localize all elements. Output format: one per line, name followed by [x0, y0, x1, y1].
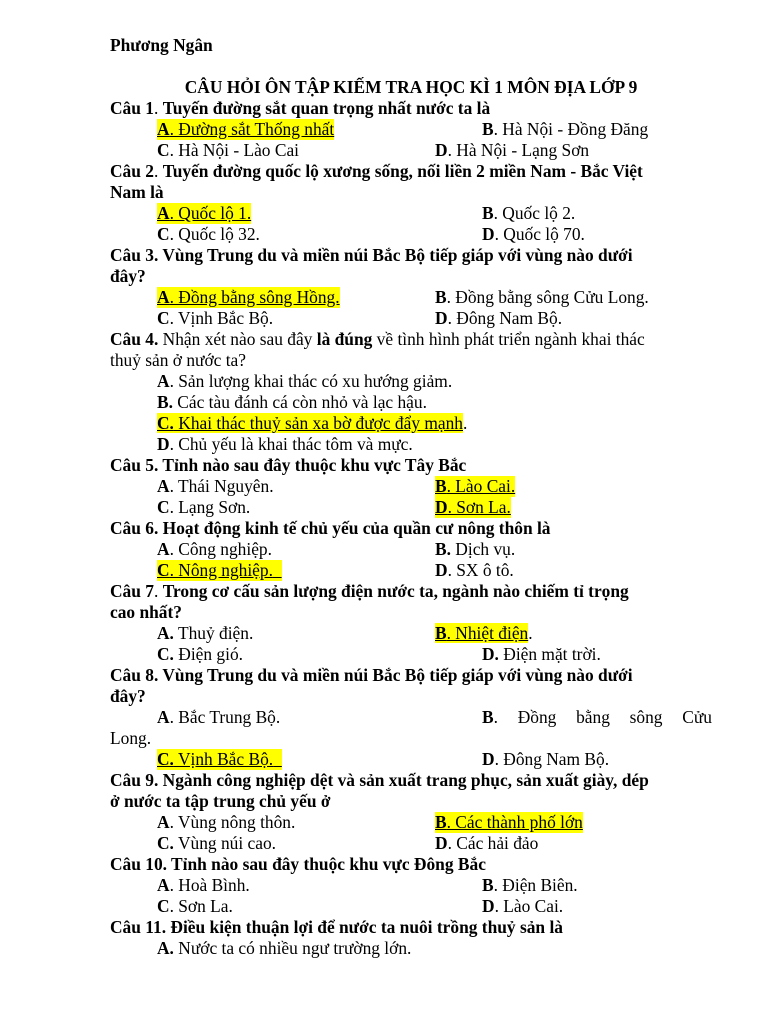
option-d: D. Đông Nam Bộ.	[435, 308, 563, 328]
option-row	[110, 140, 712, 161]
option-a-correct: A. Quốc lộ 1.	[157, 203, 252, 223]
option-b-cont: Long.	[110, 728, 152, 748]
option-a: A. Hoà Bình.	[157, 875, 250, 895]
question-11: Câu 11. Điều kiện thuận lợi để nước ta nuôi trồng thuỷ sản là	[110, 917, 563, 937]
option-row	[110, 812, 712, 833]
option-d: D. Chủ yếu là khai thác tôm và mực.	[157, 434, 413, 454]
question-8: Câu 8. Vùng Trung du và miền núi Bắc Bộ tiếp giáp với vùng nào dưới	[110, 665, 633, 685]
option-a: A. Vùng nông thôn.	[157, 812, 296, 832]
option-c: C. Quốc lộ 32.	[157, 224, 260, 244]
question-9: Câu 9. Ngành công nghiệp dệt và sản xuất trang phục, sản xuất giày, dép	[110, 770, 649, 790]
option-row	[110, 308, 712, 329]
option-c-correct: C. Vịnh Bắc Bộ.	[157, 749, 282, 770]
option-c: C. Hà Nội - Lào Cai	[157, 140, 299, 160]
option-row	[110, 539, 712, 560]
option-c: C. Vịnh Bắc Bộ.	[157, 308, 274, 328]
question-sep: .	[153, 98, 163, 118]
question-2: Câu 2. Tuyến đường quốc lộ xương sống, nối liền 2 miền Nam - Bắc Việt	[110, 161, 643, 181]
option-a: A. Bắc Trung Bộ.	[157, 707, 281, 727]
option-d: D. Quốc lộ 70.	[482, 224, 585, 244]
question-4-cont: thuỷ sản ở nước ta?	[110, 350, 246, 370]
option-row	[110, 119, 712, 140]
question-9-cont: ở nước ta tập trung chủ yếu ở	[110, 791, 331, 811]
option-a-correct: A. Đường sắt Thống nhất	[157, 119, 335, 139]
option-row	[110, 644, 712, 665]
author-name: Phương Ngân	[110, 35, 213, 55]
option-d: D. Điện mặt trời.	[482, 644, 601, 664]
option-c: C. Vùng núi cao.	[157, 833, 276, 853]
option-c: C. Sơn La.	[157, 896, 233, 916]
option-b: B. Điện Biên.	[482, 875, 578, 895]
option-b: B. Hà Nội - Đồng Đăng	[482, 119, 649, 139]
option-a: A. Sản lượng khai thác có xu hướng giảm.	[157, 371, 453, 391]
option-row	[110, 497, 712, 518]
option-row	[110, 560, 712, 581]
option-b: B. Dịch vụ.	[435, 539, 516, 559]
option-c: C. Điện gió.	[157, 644, 243, 664]
option-row	[110, 476, 712, 497]
option-a: A. Thái Nguyên.	[157, 476, 274, 496]
option-b-correct: B. Nhiệt điện.	[435, 623, 533, 643]
option-row	[110, 875, 712, 896]
question-label: Câu 1	[110, 98, 154, 118]
option-a-correct: A. Đồng bằng sông Hồng.	[157, 287, 340, 307]
question-10: Câu 10. Tỉnh nào sau đây thuộc khu vực Đông Bắc	[110, 854, 486, 874]
option-b-correct: B. Lào Cai.	[435, 476, 516, 496]
option-d: D. Hà Nội - Lạng Sơn	[435, 140, 590, 160]
question-3: Câu 3. Vùng Trung du và miền núi Bắc Bộ tiếp giáp với vùng nào dưới	[110, 245, 633, 265]
option-row	[110, 833, 712, 854]
option-b: B. Đồng bằng sông Cửu Long.	[435, 287, 649, 307]
option-row	[110, 749, 712, 770]
question-3-cont: đây?	[110, 266, 146, 286]
option-row	[110, 287, 712, 308]
option-row	[110, 896, 712, 917]
option-d: D. SX ô tô.	[435, 560, 514, 580]
option-c: C. Lạng Sơn.	[157, 497, 251, 517]
option-d-correct: D. Sơn La.	[435, 497, 511, 517]
question-1	[110, 98, 712, 119]
question-text: Tuyến đường sắt quan trọng nhất nước ta là	[162, 98, 491, 118]
question-5: Câu 5. Tỉnh nào sau đây thuộc khu vực Tây Bắc	[110, 455, 467, 475]
question-7: Câu 7. Trong cơ cấu sản lượng điện nước ta, ngành nào chiếm tỉ trọng	[110, 581, 629, 601]
option-a: A. Nước ta có nhiều ngư trường lớn.	[157, 938, 412, 958]
option-a: A. Thuỷ điện.	[157, 623, 254, 643]
question-8-cont: đây?	[110, 686, 146, 706]
option-c-correct: C. Nông nghiệp.	[157, 560, 282, 581]
option-b: B. Quốc lộ 2.	[482, 203, 576, 223]
option-row	[110, 203, 712, 224]
option-row	[110, 224, 712, 245]
question-6: Câu 6. Hoạt động kinh tế chủ yếu của quần cư nông thôn là	[110, 518, 551, 538]
option-b: B. Đồng bằng sông Cửu	[482, 707, 712, 727]
option-b-correct: B. Các thành phố lớn	[435, 812, 583, 832]
option-b: B. Các tàu đánh cá còn nhỏ và lạc hậu.	[157, 392, 427, 412]
option-c-correct: C. Khai thác thuỷ sản xa bờ được đẩy mạnh.	[157, 413, 468, 433]
question-list	[110, 98, 712, 959]
option-d: D. Các hải đảo	[435, 833, 539, 853]
question-7-cont: cao nhất?	[110, 602, 182, 622]
option-d: D. Đông Nam Bộ.	[482, 749, 610, 769]
option-row	[110, 623, 712, 644]
option-d: D. Lào Cai.	[482, 896, 564, 916]
document-title: CÂU HỎI ÔN TẬP KIẾM TRA HỌC KÌ 1 MÔN ĐỊA LỚP 9	[184, 77, 638, 97]
option-a: A. Công nghiệp.	[157, 539, 272, 559]
question-4: Câu 4. Nhận xét nào sau đây là đúng về tình hình phát triển ngành khai thác	[110, 329, 645, 349]
question-2-cont: Nam là	[110, 182, 164, 202]
option-row	[110, 707, 712, 728]
